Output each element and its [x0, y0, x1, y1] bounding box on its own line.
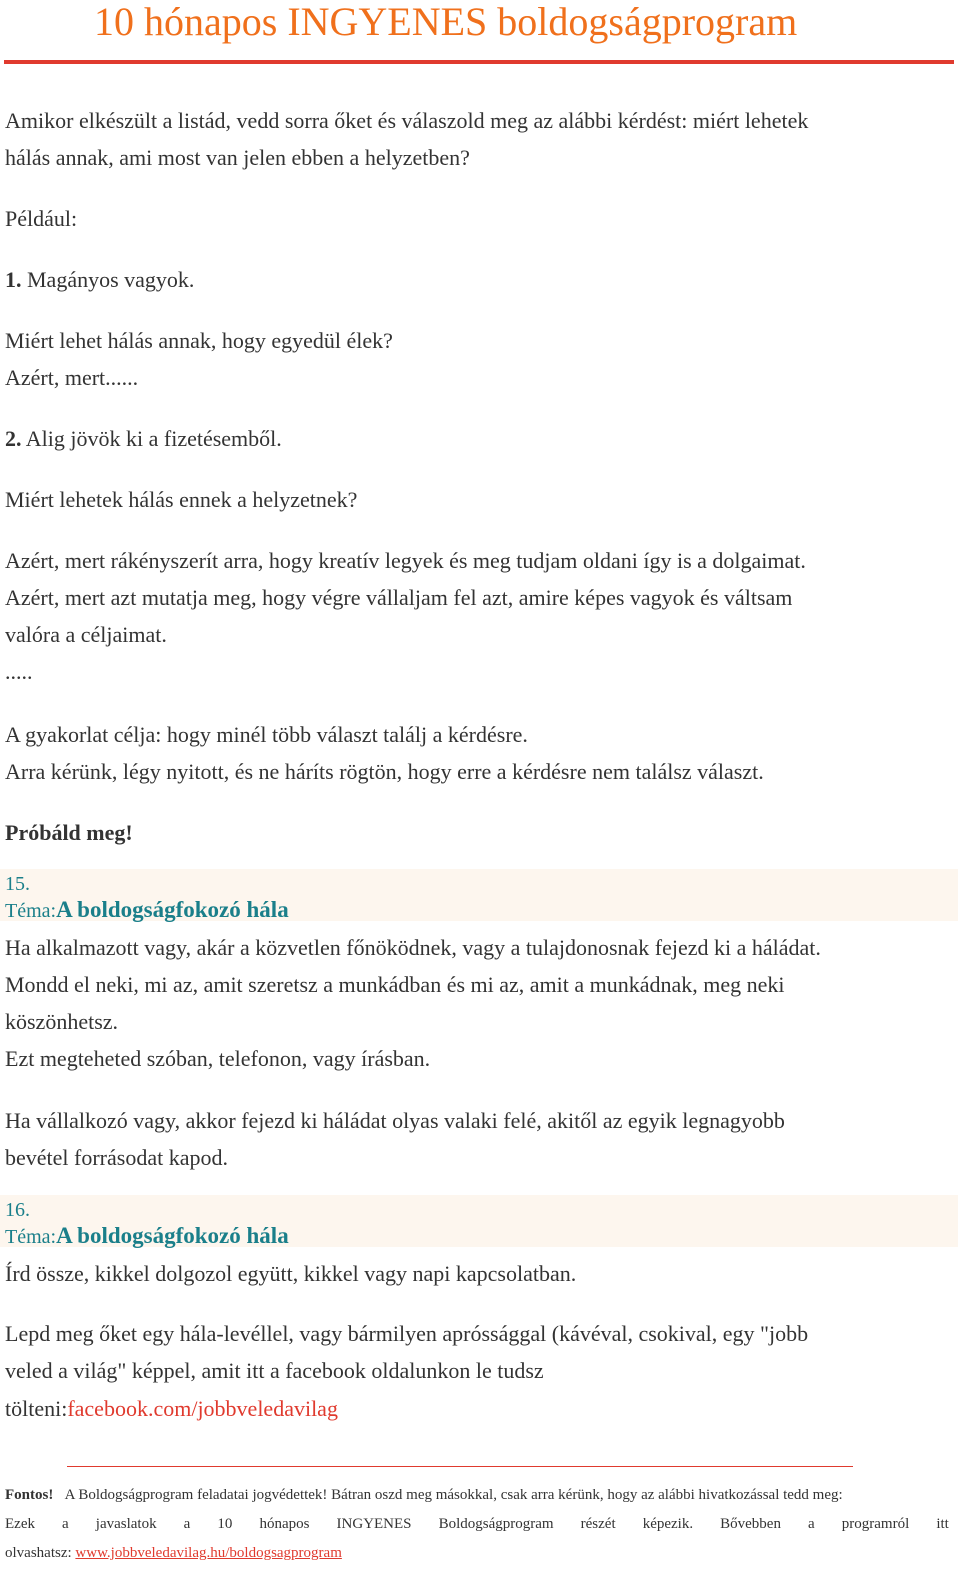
example-item-2-text: Alig jövök ki a fizetésemből. — [21, 426, 282, 451]
footer-word: 10 — [217, 1516, 233, 1532]
example-item-1-number: 1. — [5, 267, 22, 292]
task-16-para-2-line-1: Lepd meg őket egy hála-levéllel, vagy bármilyen apróssággal (kávéval, csokival, egy "jobb — [5, 1321, 809, 1346]
example-item-1 — [5, 261, 194, 298]
example-label: Például: — [5, 206, 78, 231]
footer-notice-line-3 — [5, 1543, 342, 1563]
footer-word: részét — [580, 1516, 616, 1532]
example-item-2-answer-1: Azért, mert rákényszerít arra, hogy kreatív legyek és meg tudjam oldani így is a dolgaimat. — [5, 548, 806, 573]
example-item-2 — [5, 420, 282, 457]
task-16-number-text: 16. — [5, 1199, 30, 1221]
task-15-para-1-line-3: köszönhetsz. — [5, 1009, 119, 1034]
footer-word: Bővebben — [720, 1516, 781, 1532]
example-item-1-question: Miért lehet hálás annak, hogy egyedül élek? — [5, 328, 393, 353]
task-15-topic-label: Téma: — [5, 900, 57, 922]
task-15-para-2-line-2: bevétel forrásodat kapod. — [5, 1145, 228, 1170]
task-15-topic — [5, 896, 289, 925]
task-16-number — [5, 1195, 30, 1224]
footer-word: Ezek — [5, 1516, 35, 1532]
task-16-para-1: Írd össze, kikkel dolgozol együtt, kikkel vagy napi kapcsolatban. — [5, 1261, 577, 1286]
footer-notice-text: A Boldogságprogram feladatai jogvédettek! Bátran oszd meg másokkal, csak arra kérünk, hogy az alábbi hivatkozással tedd meg: — [64, 1487, 843, 1503]
footer-word: Boldogságprogram — [438, 1516, 554, 1532]
footer-word: programról — [841, 1516, 910, 1532]
page-title: 10 hónapos INGYENES boldogságprogram — [94, 0, 798, 44]
try-it-heading: Próbáld meg! — [5, 820, 133, 845]
footer-word: a — [62, 1516, 69, 1532]
footer-word: hónapos — [259, 1516, 310, 1532]
example-ellipsis: ..... — [5, 659, 33, 684]
footer-notice-line-1 — [5, 1485, 843, 1505]
footer-important-label: Fontos! — [5, 1487, 54, 1503]
example-item-1-text: Magányos vagyok. — [21, 267, 195, 292]
footer-word: képezik. — [642, 1516, 694, 1532]
footer-word: a — [808, 1516, 815, 1532]
intro-line-2: hálás annak, ami most van jelen ebben a helyzetben? — [5, 145, 470, 170]
example-item-2-question: Miért lehetek hálás ennek a helyzetnek? — [5, 487, 358, 512]
footer-word: itt — [936, 1516, 949, 1532]
task-15-number-text: 15. — [5, 873, 30, 895]
footer-word: javaslatok — [95, 1516, 157, 1532]
intro-line-1: Amikor elkészült a listád, vedd sorra őket és válaszold meg az alábbi kérdést: miért lehetek — [5, 108, 809, 133]
footer-read-more-label: olvashatsz: — [5, 1545, 76, 1561]
footer-word: INGYENES — [336, 1516, 412, 1532]
task-15-number — [5, 869, 30, 898]
task-15-para-1-line-4: Ezt megteheted szóban, telefonon, vagy írásban. — [5, 1046, 431, 1071]
example-item-2-answer-2-line-2: valóra a céljaimat. — [5, 622, 167, 647]
footer-notice-line-2 — [5, 1514, 949, 1534]
footer-word: a — [183, 1516, 191, 1532]
example-item-1-answer: Azért, mert...... — [5, 365, 139, 390]
task-16-download-label: tölteni: — [5, 1396, 68, 1421]
goal-line-2: Arra kérünk, légy nyitott, és ne háríts rögtön, hogy erre a kérdésre nem találsz választ. — [5, 759, 764, 784]
task-15-para-2-line-1: Ha vállalkozó vagy, akkor fejezd ki háládat olyas valaki felé, akitől az egyik legnagyobb — [5, 1108, 785, 1133]
task-16-para-2-line-2: veled a világ" képpel, amit itt a facebook oldalunkon le tudsz — [5, 1358, 544, 1383]
program-website-link[interactable]: www.jobbveledavilag.hu/boldogsagprogram — [75, 1545, 342, 1561]
task-16-topic-title: A boldogságfokozó hála — [56, 1223, 289, 1248]
task-16-topic-label: Téma: — [5, 1226, 57, 1248]
task-16-topic — [5, 1222, 289, 1251]
task-15-para-1-line-2: Mondd el neki, mi az, amit szeretsz a munkádban és mi az, amit a munkádnak, meg neki — [5, 972, 785, 997]
footer-divider — [67, 1466, 853, 1467]
example-item-2-number: 2. — [5, 426, 22, 451]
goal-line-1: A gyakorlat célja: hogy minél több választ találj a kérdésre. — [5, 722, 528, 747]
task-15-para-1-line-1: Ha alkalmazott vagy, akár a közvetlen főnöködnek, vagy a tulajdonosnak fejezd ki a háládat. — [5, 935, 821, 960]
title-divider — [4, 60, 954, 64]
task-15-topic-title: A boldogságfokozó hála — [56, 897, 289, 922]
facebook-link[interactable]: facebook.com/jobbveledavilag — [67, 1396, 338, 1421]
task-16-para-2-line-3 — [5, 1390, 338, 1427]
example-item-2-answer-2-line-1: Azért, mert azt mutatja meg, hogy végre vállaljam fel azt, amire képes vagyok és váltsam — [5, 585, 793, 610]
